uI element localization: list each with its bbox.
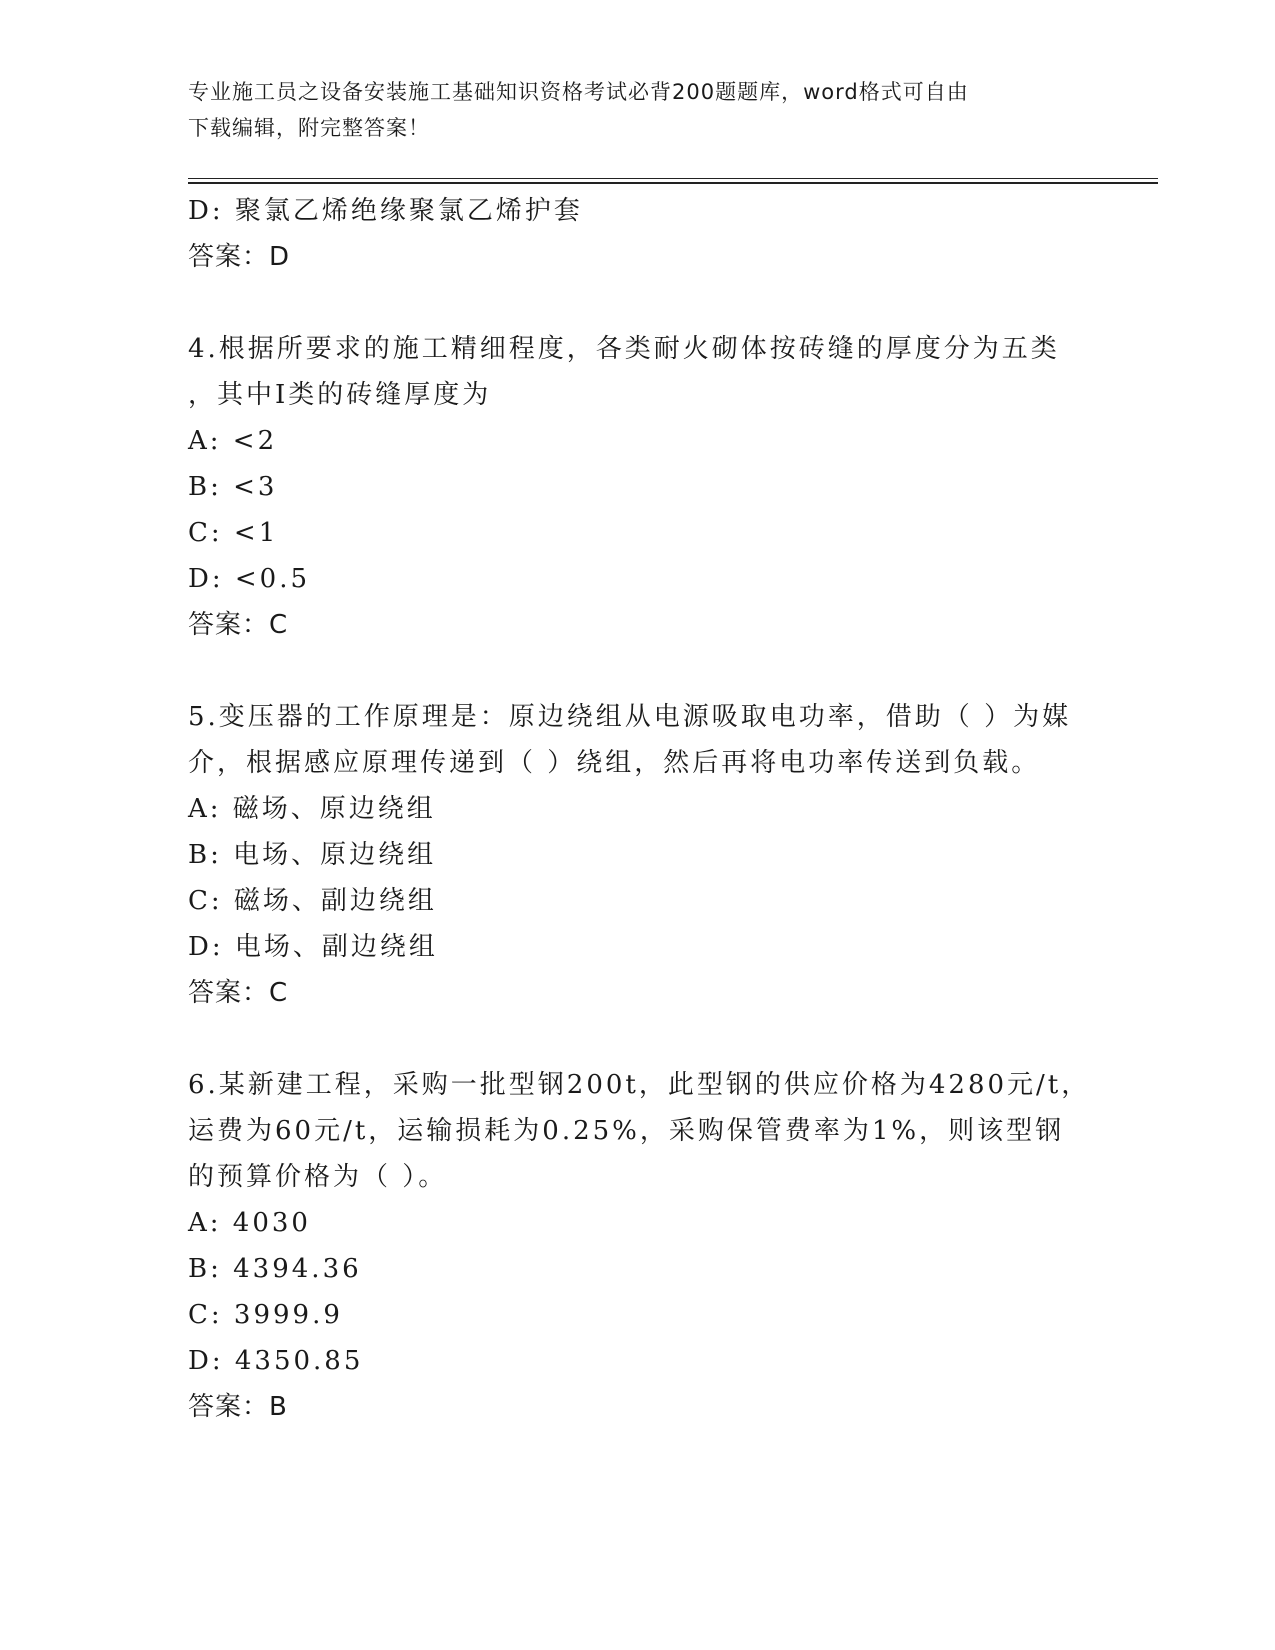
header-rule-thin [188, 178, 1158, 179]
option-c: C: 磁场、副边绕组 [188, 886, 437, 916]
option-a: A: <2 [188, 426, 278, 456]
question-stem: ，其中Ⅰ类的砖缝厚度为 [188, 380, 492, 410]
question-list [188, 188, 1091, 1430]
answer: 答案：D [188, 242, 291, 272]
answer: 答案：C [188, 978, 289, 1008]
answer: 答案：B [188, 1392, 288, 1422]
question-stem: 5.变压器的工作原理是：原边绕组从电源吸取电功率，借助（ ）为媒 [188, 702, 1072, 732]
option-b: B: 电场、原边绕组 [188, 840, 437, 870]
question-6 [188, 1062, 1091, 1430]
option-d: D: 电场、副边绕组 [188, 932, 438, 962]
option-c: C: <1 [188, 518, 279, 548]
question-stem: 4.根据所要求的施工精细程度，各类耐火砌体按砖缝的厚度分为五类 [188, 334, 1060, 364]
question-3-tail [188, 188, 1088, 280]
option-c: C: 3999.9 [188, 1300, 343, 1330]
question-stem: 运费为60元/t，运输损耗为0.25%，采购保管费率为1%，则该型钢 [188, 1116, 1065, 1146]
option-d: D: 4350.85 [188, 1346, 364, 1376]
question-stem: 6.某新建工程，采购一批型钢200t，此型钢的供应价格为4280元/t， [188, 1070, 1091, 1100]
option-d: D: 聚氯乙烯绝缘聚氯乙烯护套 [188, 196, 583, 226]
option-b: B: <3 [188, 472, 278, 502]
option-b: B: 4394.36 [188, 1254, 362, 1284]
header-line-1: 专业施工员之设备安装施工基础知识资格考试必背200题题库，word格式可自由 [188, 80, 969, 104]
option-d: D: <0.5 [188, 564, 311, 594]
document-header [188, 74, 1068, 146]
option-a: A: 4030 [188, 1208, 311, 1238]
option-a: A: 磁场、原边绕组 [188, 794, 436, 824]
header-line-2: 下载编辑，附完整答案！ [188, 116, 430, 140]
header-rule-thick [188, 182, 1158, 184]
question-4 [188, 326, 1088, 648]
question-5 [188, 694, 1088, 1016]
answer: 答案：C [188, 610, 289, 640]
question-stem: 的预算价格为（ ）。 [188, 1162, 448, 1192]
question-stem: 介，根据感应原理传递到（ ）绕组，然后再将电功率传送到负载。 [188, 748, 1041, 778]
